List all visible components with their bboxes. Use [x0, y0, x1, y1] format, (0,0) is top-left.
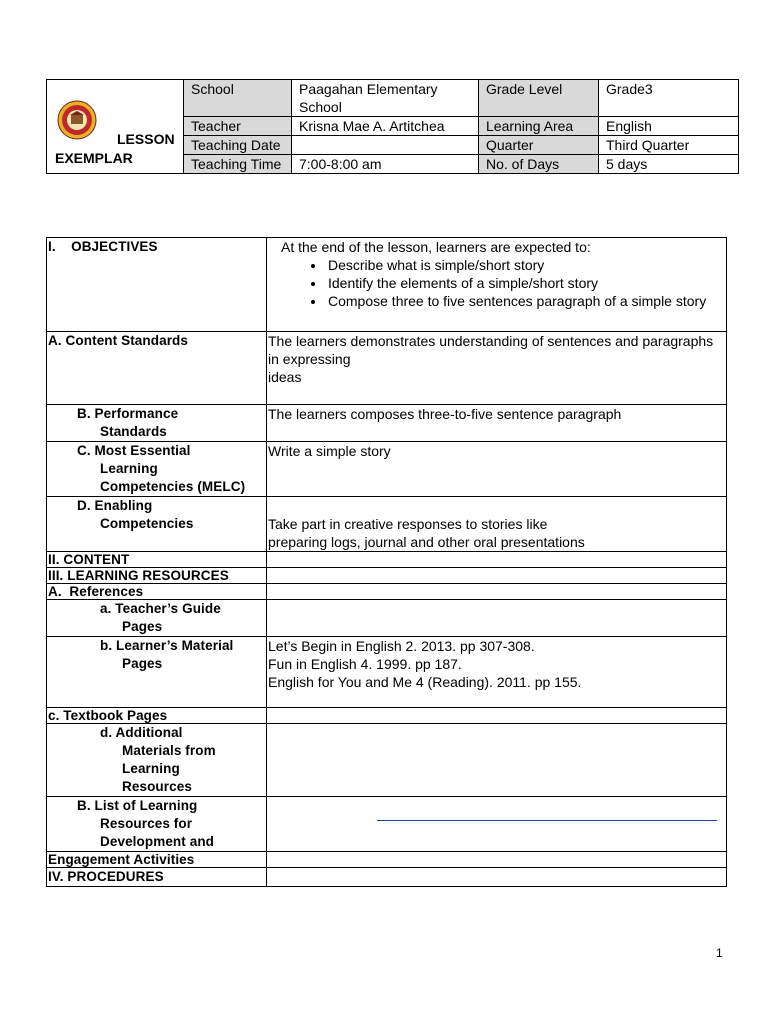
performance-label-line2: Standards: [100, 424, 167, 439]
enabling-text-2: preparing logs, journal and other oral presentations: [268, 534, 585, 550]
learning-resources-label: III. LEARNING RESOURCES: [47, 568, 267, 584]
objectives-label: I. OBJECTIVES: [47, 238, 267, 332]
deped-seal-icon: [57, 100, 97, 140]
objective-item: • Describe what is simple/short story: [326, 256, 726, 274]
learning-resources-value: [267, 568, 727, 584]
tg-label-line2: Pages: [122, 619, 163, 634]
learners-material-label: [47, 637, 267, 708]
teachers-guide-label: [47, 600, 267, 637]
enabling-label-line2: Competencies: [100, 516, 194, 531]
additional-label-line3: Learning: [122, 761, 180, 776]
additional-materials-label: [47, 724, 267, 797]
grade-level-label: Grade Level: [479, 80, 599, 117]
objectives-list: [268, 256, 726, 310]
learning-area-value: English: [599, 117, 739, 136]
additional-label-line1: d. Additional: [100, 725, 183, 740]
performance-standards-value: The learners composes three-to-five sentence paragraph: [267, 405, 727, 442]
melc-label: [47, 442, 267, 497]
no-of-days-value: 5 days: [599, 155, 739, 174]
school-label: School: [184, 80, 292, 117]
procedures-value: [267, 868, 727, 887]
lm-label-line2: Pages: [122, 656, 163, 671]
teacher-label: Teacher: [184, 117, 292, 136]
melc-label-line2: Learning: [100, 461, 158, 476]
textbook-pages-label: c. Textbook Pages: [47, 708, 267, 724]
lm-reference: Let’s Begin in English 2. 2013. pp 307-308.: [268, 638, 535, 654]
additional-materials-value: [267, 724, 727, 797]
melc-value: Write a simple story: [267, 442, 727, 497]
learning-area-label: Learning Area: [479, 117, 599, 136]
list-label-line2: Resources for: [100, 816, 193, 831]
list-of-resources-label: [47, 797, 267, 852]
lm-label-line1: b. Learner’s Material: [100, 638, 234, 653]
references-label: A. References: [47, 584, 267, 600]
additional-label-line2: Materials from: [122, 743, 216, 758]
lm-reference: English for You and Me 4 (Reading). 2011. pp 155.: [268, 674, 582, 690]
no-of-days-label: No. of Days: [479, 155, 599, 174]
list-of-resources-value: [267, 797, 727, 852]
list-label-line3: Development and: [100, 834, 215, 849]
header-logo-cell: [47, 80, 184, 174]
content-value: [267, 552, 727, 568]
performance-label-line1: B. Performance: [77, 406, 179, 421]
grade-level-value: Grade3: [599, 80, 739, 117]
teacher-value: Krisna Mae A. Artitchea: [292, 117, 479, 136]
teachers-guide-value: [267, 600, 727, 637]
content-standards-value: [267, 332, 727, 405]
enabling-text-1: Take part in creative responses to stories like: [268, 516, 548, 532]
list-label-line1: B. List of Learning: [77, 798, 198, 813]
lesson-title-line1: LESSON: [117, 131, 175, 147]
objective-item: • Compose three to five sentences paragraph of a simple story: [326, 292, 726, 310]
school-value: Paagahan Elementary School: [292, 80, 479, 117]
teaching-date-value: [292, 136, 479, 155]
page-number: 1: [716, 946, 723, 960]
enabling-competencies-value: [267, 497, 727, 552]
performance-standards-label: [47, 405, 267, 442]
teaching-date-label: Teaching Date: [184, 136, 292, 155]
objectives-intro: At the end of the lesson, learners are expected to:: [281, 239, 591, 255]
content-standards-text-2: ideas: [268, 369, 302, 385]
objective-item: • Identify the elements of a simple/short story: [326, 274, 726, 292]
melc-label-line1: C. Most Essential: [77, 443, 191, 458]
enabling-competencies-label: [47, 497, 267, 552]
content-label: II. CONTENT: [47, 552, 267, 568]
lesson-title-line2: EXEMPLAR: [55, 150, 133, 166]
lm-reference: Fun in English 4. 1999. pp 187.: [268, 656, 462, 672]
objectives-cell: [267, 238, 727, 332]
quarter-value: Third Quarter: [599, 136, 739, 155]
teaching-time-label: Teaching Time: [184, 155, 292, 174]
lesson-header-table: [46, 79, 739, 174]
teaching-time-value: 7:00-8:00 am: [292, 155, 479, 174]
blank-link-underline: [377, 820, 717, 821]
lesson-plan-table: [46, 237, 727, 887]
enabling-label-line1: D. Enabling: [77, 498, 153, 513]
engagement-activities-value: [267, 852, 727, 868]
additional-label-line4: Resources: [122, 779, 192, 794]
melc-label-line3: Competencies (MELC): [100, 479, 246, 494]
learners-material-value: [267, 637, 727, 708]
tg-label-line1: a. Teacher’s Guide: [100, 601, 221, 616]
engagement-activities-label: Engagement Activities: [47, 852, 267, 868]
textbook-pages-value: [267, 708, 727, 724]
procedures-label: IV. PROCEDURES: [47, 868, 267, 887]
content-standards-label: A. Content Standards: [47, 332, 267, 405]
quarter-label: Quarter: [479, 136, 599, 155]
content-standards-text: The learners demonstrates understanding of sentences and paragraphs in expressing: [268, 333, 714, 367]
references-value: [267, 584, 727, 600]
